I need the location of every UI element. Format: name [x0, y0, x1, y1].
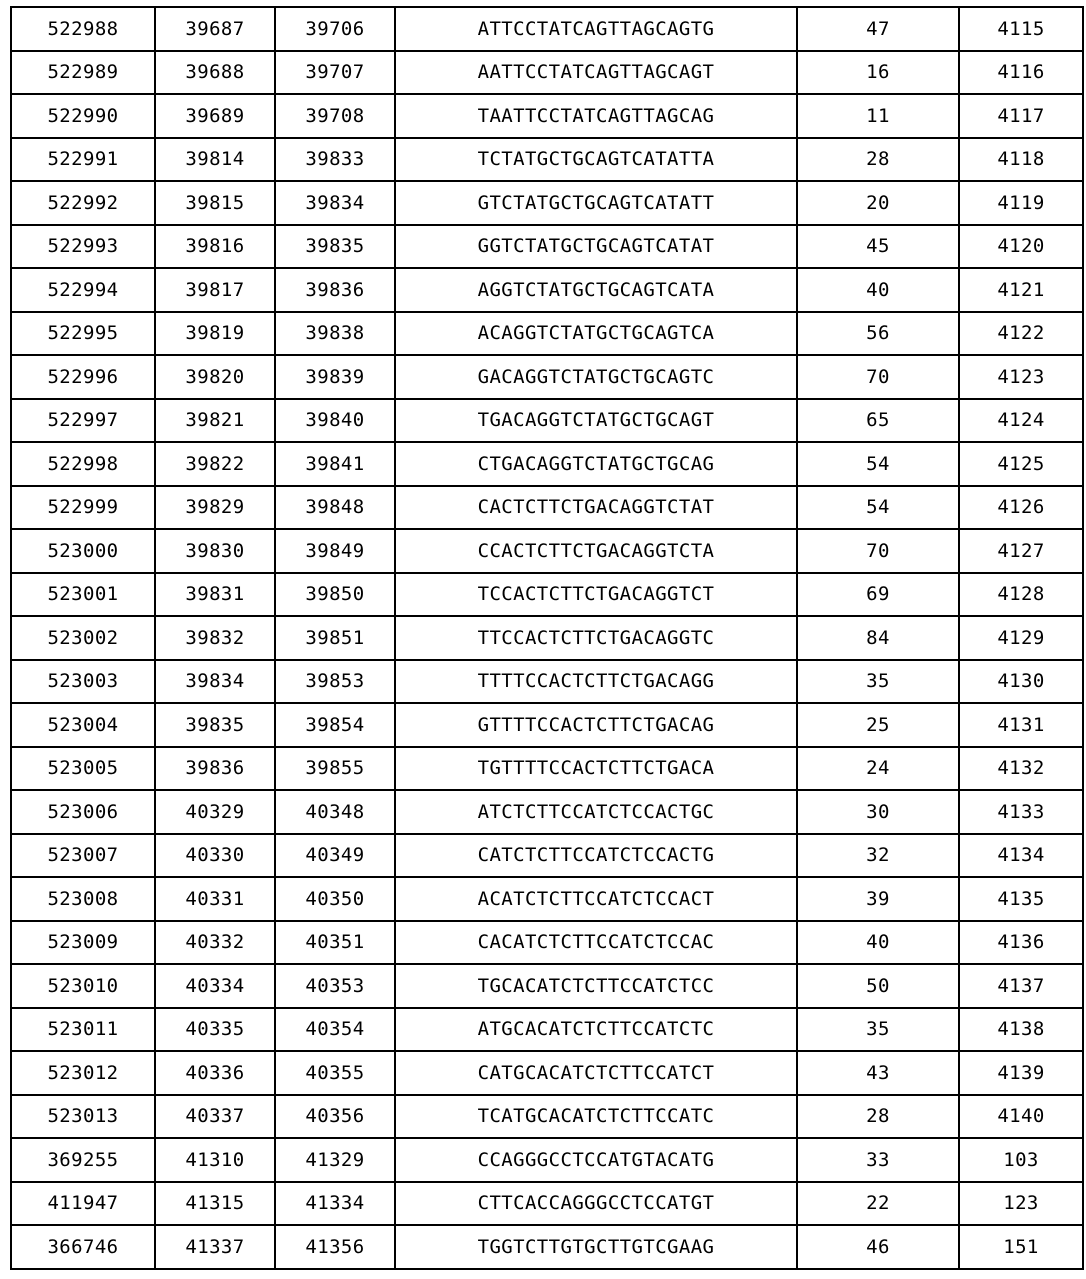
table-row [11, 399, 1083, 443]
cell-sequence: TGGTCTTGTGCTTGTCGAAG [395, 1225, 797, 1269]
cell-score: 24 [797, 747, 959, 791]
cell-score: 20 [797, 181, 959, 225]
cell-id: 523005 [11, 747, 155, 791]
cell-index: 4116 [959, 51, 1083, 95]
cell-index: 4125 [959, 442, 1083, 486]
cell-index: 4115 [959, 7, 1083, 51]
cell-start: 39830 [155, 529, 275, 573]
cell-score: 40 [797, 268, 959, 312]
cell-start: 39822 [155, 442, 275, 486]
cell-index: 4124 [959, 399, 1083, 443]
cell-score: 50 [797, 964, 959, 1008]
cell-sequence: CCACTCTTCTGACAGGTCTA [395, 529, 797, 573]
cell-index: 4135 [959, 877, 1083, 921]
cell-sequence: TCCACTCTTCTGACAGGTCT [395, 573, 797, 617]
cell-id: 523008 [11, 877, 155, 921]
cell-score: 45 [797, 225, 959, 269]
cell-start: 39819 [155, 312, 275, 356]
cell-index: 4120 [959, 225, 1083, 269]
cell-sequence: AATTCCTATCAGTTAGCAGT [395, 51, 797, 95]
cell-score: 32 [797, 834, 959, 878]
cell-sequence: CACTCTTCTGACAGGTCTAT [395, 486, 797, 530]
cell-index: 4127 [959, 529, 1083, 573]
cell-score: 54 [797, 442, 959, 486]
cell-start: 39687 [155, 7, 275, 51]
cell-start: 39829 [155, 486, 275, 530]
table-row [11, 312, 1083, 356]
cell-sequence: GTTTTCCACTCTTCTGACAG [395, 703, 797, 747]
cell-score: 84 [797, 616, 959, 660]
cell-index: 4140 [959, 1095, 1083, 1139]
cell-start: 39689 [155, 94, 275, 138]
cell-index: 4122 [959, 312, 1083, 356]
cell-start: 40331 [155, 877, 275, 921]
cell-index: 4129 [959, 616, 1083, 660]
cell-score: 11 [797, 94, 959, 138]
cell-start: 41337 [155, 1225, 275, 1269]
cell-end: 39853 [275, 660, 395, 704]
cell-end: 39833 [275, 138, 395, 182]
cell-id: 522990 [11, 94, 155, 138]
cell-score: 28 [797, 138, 959, 182]
cell-sequence: ATTCCTATCAGTTAGCAGTG [395, 7, 797, 51]
cell-end: 40354 [275, 1008, 395, 1052]
table-row [11, 1182, 1083, 1226]
table-row [11, 94, 1083, 138]
cell-start: 39688 [155, 51, 275, 95]
cell-index: 151 [959, 1225, 1083, 1269]
cell-index: 4117 [959, 94, 1083, 138]
cell-score: 25 [797, 703, 959, 747]
cell-sequence: AGGTCTATGCTGCAGTCATA [395, 268, 797, 312]
cell-end: 40348 [275, 790, 395, 834]
cell-end: 39835 [275, 225, 395, 269]
cell-score: 35 [797, 660, 959, 704]
cell-end: 39854 [275, 703, 395, 747]
cell-sequence: CATCTCTTCCATCTCCACTG [395, 834, 797, 878]
table-row [11, 790, 1083, 834]
cell-id: 522988 [11, 7, 155, 51]
table-row [11, 834, 1083, 878]
cell-index: 4132 [959, 747, 1083, 791]
cell-end: 39836 [275, 268, 395, 312]
cell-id: 523001 [11, 573, 155, 617]
cell-sequence: CACATCTCTTCCATCTCCAC [395, 921, 797, 965]
table-row [11, 703, 1083, 747]
cell-start: 41310 [155, 1138, 275, 1182]
cell-id: 523000 [11, 529, 155, 573]
table-row [11, 529, 1083, 573]
cell-score: 33 [797, 1138, 959, 1182]
cell-end: 39840 [275, 399, 395, 443]
table-row [11, 181, 1083, 225]
cell-index: 4131 [959, 703, 1083, 747]
cell-start: 40332 [155, 921, 275, 965]
cell-end: 40356 [275, 1095, 395, 1139]
cell-index: 4128 [959, 573, 1083, 617]
cell-id: 523002 [11, 616, 155, 660]
cell-id: 523004 [11, 703, 155, 747]
cell-end: 39848 [275, 486, 395, 530]
cell-end: 39706 [275, 7, 395, 51]
cell-id: 523011 [11, 1008, 155, 1052]
cell-id: 522995 [11, 312, 155, 356]
table-row [11, 442, 1083, 486]
cell-score: 39 [797, 877, 959, 921]
cell-end: 40349 [275, 834, 395, 878]
table-row [11, 355, 1083, 399]
cell-score: 22 [797, 1182, 959, 1226]
cell-start: 39836 [155, 747, 275, 791]
cell-score: 69 [797, 573, 959, 617]
cell-sequence: TGCACATCTCTTCCATCTCC [395, 964, 797, 1008]
cell-id: 523007 [11, 834, 155, 878]
cell-sequence: GTCTATGCTGCAGTCATATT [395, 181, 797, 225]
cell-end: 39850 [275, 573, 395, 617]
table-row [11, 573, 1083, 617]
cell-index: 4123 [959, 355, 1083, 399]
cell-index: 4130 [959, 660, 1083, 704]
cell-start: 39820 [155, 355, 275, 399]
cell-id: 369255 [11, 1138, 155, 1182]
cell-end: 41356 [275, 1225, 395, 1269]
cell-score: 54 [797, 486, 959, 530]
cell-end: 40355 [275, 1051, 395, 1095]
table-row [11, 486, 1083, 530]
cell-sequence: TCTATGCTGCAGTCATATTA [395, 138, 797, 182]
table-row [11, 268, 1083, 312]
cell-score: 70 [797, 355, 959, 399]
cell-start: 39834 [155, 660, 275, 704]
cell-end: 39855 [275, 747, 395, 791]
cell-end: 39849 [275, 529, 395, 573]
cell-id: 522999 [11, 486, 155, 530]
cell-index: 4137 [959, 964, 1083, 1008]
cell-sequence: TCATGCACATCTCTTCCATC [395, 1095, 797, 1139]
cell-end: 39851 [275, 616, 395, 660]
cell-end: 39838 [275, 312, 395, 356]
cell-index: 4136 [959, 921, 1083, 965]
cell-index: 4126 [959, 486, 1083, 530]
cell-id: 522996 [11, 355, 155, 399]
cell-start: 39835 [155, 703, 275, 747]
cell-id: 366746 [11, 1225, 155, 1269]
table-row [11, 747, 1083, 791]
cell-start: 41315 [155, 1182, 275, 1226]
cell-start: 39816 [155, 225, 275, 269]
cell-index: 4133 [959, 790, 1083, 834]
table-row [11, 1138, 1083, 1182]
cell-id: 522998 [11, 442, 155, 486]
cell-sequence: TAATTCCTATCAGTTAGCAG [395, 94, 797, 138]
cell-index: 4138 [959, 1008, 1083, 1052]
cell-end: 40351 [275, 921, 395, 965]
cell-score: 28 [797, 1095, 959, 1139]
table-row [11, 964, 1083, 1008]
cell-end: 39841 [275, 442, 395, 486]
cell-sequence: TGTTTTCCACTCTTCTGACA [395, 747, 797, 791]
cell-sequence: TGACAGGTCTATGCTGCAGT [395, 399, 797, 443]
cell-score: 70 [797, 529, 959, 573]
cell-start: 39832 [155, 616, 275, 660]
cell-end: 39708 [275, 94, 395, 138]
cell-start: 39814 [155, 138, 275, 182]
cell-score: 40 [797, 921, 959, 965]
cell-score: 30 [797, 790, 959, 834]
cell-end: 41329 [275, 1138, 395, 1182]
cell-score: 43 [797, 1051, 959, 1095]
cell-score: 46 [797, 1225, 959, 1269]
cell-index: 4119 [959, 181, 1083, 225]
cell-start: 40334 [155, 964, 275, 1008]
cell-score: 35 [797, 1008, 959, 1052]
cell-start: 40330 [155, 834, 275, 878]
cell-sequence: ACAGGTCTATGCTGCAGTCA [395, 312, 797, 356]
table-row [11, 1095, 1083, 1139]
cell-id: 522991 [11, 138, 155, 182]
cell-sequence: GGTCTATGCTGCAGTCATAT [395, 225, 797, 269]
cell-id: 522989 [11, 51, 155, 95]
cell-start: 39831 [155, 573, 275, 617]
cell-sequence: ATCTCTTCCATCTCCACTGC [395, 790, 797, 834]
table-row [11, 225, 1083, 269]
table-row [11, 616, 1083, 660]
cell-end: 39707 [275, 51, 395, 95]
table-row [11, 138, 1083, 182]
cell-start: 39815 [155, 181, 275, 225]
cell-end: 39834 [275, 181, 395, 225]
cell-sequence: CTGACAGGTCTATGCTGCAG [395, 442, 797, 486]
cell-end: 41334 [275, 1182, 395, 1226]
cell-start: 40329 [155, 790, 275, 834]
cell-score: 56 [797, 312, 959, 356]
cell-sequence: ACATCTCTTCCATCTCCACT [395, 877, 797, 921]
cell-sequence: TTTTCCACTCTTCTGACAGG [395, 660, 797, 704]
table-row [11, 1051, 1083, 1095]
sequence-table [10, 6, 1084, 1270]
cell-start: 40336 [155, 1051, 275, 1095]
table-row [11, 660, 1083, 704]
cell-id: 523009 [11, 921, 155, 965]
cell-start: 39821 [155, 399, 275, 443]
cell-start: 39817 [155, 268, 275, 312]
cell-id: 522993 [11, 225, 155, 269]
cell-id: 523013 [11, 1095, 155, 1139]
cell-sequence: GACAGGTCTATGCTGCAGTC [395, 355, 797, 399]
cell-sequence: CTTCACCAGGGCCTCCATGT [395, 1182, 797, 1226]
table-row [11, 7, 1083, 51]
cell-id: 523003 [11, 660, 155, 704]
table-row [11, 877, 1083, 921]
cell-score: 47 [797, 7, 959, 51]
cell-sequence: ATGCACATCTCTTCCATCTC [395, 1008, 797, 1052]
table-row [11, 1225, 1083, 1269]
cell-id: 522997 [11, 399, 155, 443]
cell-index: 4118 [959, 138, 1083, 182]
cell-score: 65 [797, 399, 959, 443]
cell-index: 4121 [959, 268, 1083, 312]
table-row [11, 51, 1083, 95]
cell-index: 4134 [959, 834, 1083, 878]
cell-end: 40353 [275, 964, 395, 1008]
cell-id: 522994 [11, 268, 155, 312]
cell-index: 103 [959, 1138, 1083, 1182]
cell-sequence: CCAGGGCCTCCATGTACATG [395, 1138, 797, 1182]
cell-sequence: TTCCACTCTTCTGACAGGTC [395, 616, 797, 660]
table-body [11, 7, 1083, 1269]
cell-score: 16 [797, 51, 959, 95]
cell-start: 40335 [155, 1008, 275, 1052]
cell-id: 411947 [11, 1182, 155, 1226]
cell-id: 523006 [11, 790, 155, 834]
cell-id: 523012 [11, 1051, 155, 1095]
cell-start: 40337 [155, 1095, 275, 1139]
cell-id: 522992 [11, 181, 155, 225]
cell-id: 523010 [11, 964, 155, 1008]
cell-index: 123 [959, 1182, 1083, 1226]
cell-sequence: CATGCACATCTCTTCCATCT [395, 1051, 797, 1095]
cell-index: 4139 [959, 1051, 1083, 1095]
cell-end: 39839 [275, 355, 395, 399]
table-row [11, 921, 1083, 965]
table-row [11, 1008, 1083, 1052]
cell-end: 40350 [275, 877, 395, 921]
